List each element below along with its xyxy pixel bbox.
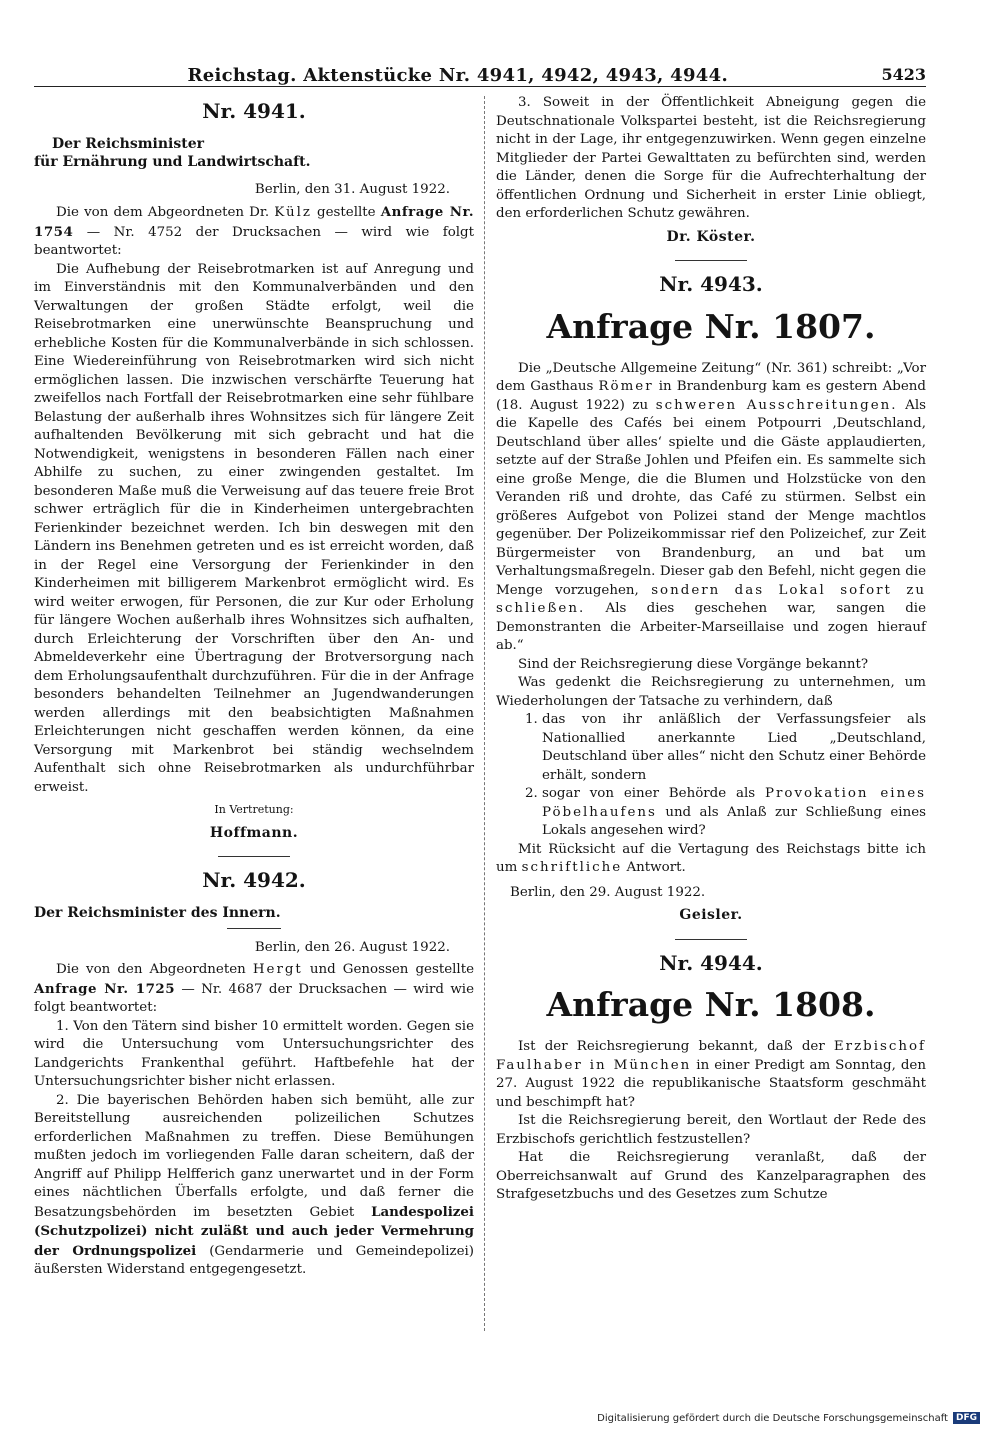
list-item [542, 785, 926, 841]
doc-4942-sender: Der Reichsminister des Innern. [34, 904, 281, 921]
text: (Gendarmerie und Gemeindepolizei) äußersten Widerstand entgegengesetzt. [34, 1243, 474, 1277]
doc-4943-request [496, 841, 926, 878]
doc-4944-question-1 [496, 1038, 926, 1112]
gasthaus-name: Römer [598, 379, 654, 394]
bold-text: Landespolizei (Schutzpolizei) nicht zuläßt und auch jeder Vermehrung der Ordnungspolizei [34, 1203, 474, 1259]
text: Mit Rücksicht auf die Vertagung des Reichstags bitte ich um [496, 841, 926, 875]
deputy-name: Külz [274, 205, 312, 220]
text: — Nr. 4687 der Drucksachen — wird wie folgt beantwortet: [34, 981, 474, 1015]
doc-4942-point-1: 1. Von den Tätern sind bisher 10 ermittelt worden. Gegen sie wird die Untersuchung vom Untersuchungsrichter des Landgerichts Frankenthal geführt. Haftbefehle hat der Untersuchungsrichter bisher nicht erlassen. [34, 1018, 474, 1089]
text: Als dies geschehen war, sangen die Demonstranten die Arbeiter-Marseillaise und zogen hierauf ab.“ [496, 601, 926, 653]
text: sogar von einer Behörde als [542, 786, 765, 801]
text: Ist der Reichsregierung bekannt, daß der [518, 1039, 834, 1054]
text: Als die Kapelle des Cafés bei einem Potpourri ‚Deutschland, Deutschland über alles‘ spielte und die Gäste applaudierten, setzte auf der Straße Johlen und Pfeifen ein. Es sammelte sich eine große Menge, die die Blumen und Holzstücke von den Veranden riß und drohte, das Café zu stürmen. Selbst ein größeres Aufgebot von Polizei stand der Menge machtlos gegenüber. Der Polizeikommissar rief den Polizeichef, zur Zeit Bürgermeister von Brandenburg, an und bat um Verhaltungsmaßregeln. Dieser gab den Befehl, nicht gegen die Menge vorzugehen, [496, 397, 926, 598]
doc-4942-signature: Dr. Köster. [666, 228, 756, 245]
section-divider [675, 260, 747, 261]
spaced-text: Provokation eines Pöbelhaufens [542, 786, 926, 820]
doc-4944-anfrage-title: Anfrage Nr. 1808. [546, 985, 876, 1024]
doc-4943-question-2: Was gedenkt die Reichsregierung zu unternehmen, um Wiederholungen der Tatsache zu verhindern, daß [496, 675, 926, 709]
doc-4942-point-2 [34, 1092, 474, 1280]
doc-4942-date: Berlin, den 26. August 1922. [254, 939, 450, 955]
spaced-text: schweren Ausschreitungen. [655, 397, 898, 413]
anfrage-ref: Anfrage Nr. 1725 [34, 980, 176, 997]
spaced-text: schriftliche [521, 860, 623, 875]
doc-4941-number: Nr. 4941. [202, 99, 306, 123]
text: — Nr. 4752 der Drucksachen — wird wie folgt beantwortet: [34, 224, 474, 258]
footer-text: Digitalisierung gefördert durch die Deutsche Forschungsgemeinschaft [597, 1412, 948, 1424]
text: Die von dem Abgeordneten Dr. [56, 205, 275, 220]
text: in einer Predigt am Sonntag, den 27. August 1922 die republikanische Staatsform geschmäht und beschimpft hat? [496, 1057, 926, 1110]
doc-4941-sig-label: In Vertretung: [214, 803, 294, 816]
text: gestellte [311, 205, 381, 220]
text: Antwort. [622, 860, 686, 875]
doc-4941-intro [34, 203, 474, 261]
doc-4944-question-3: Hat die Reichsregierung veranlaßt, daß der Oberreichsanwalt auf Grund des Kanzelparagraphen des Strafgesetzbuchs und des Gesetzes zum Schutze [496, 1150, 926, 1202]
left-column [34, 94, 474, 1280]
sender-divider [227, 928, 281, 929]
doc-4941-signature: Hoffmann. [209, 824, 299, 841]
doc-4943-date: Berlin, den 29. August 1922. [510, 884, 706, 900]
doc-4943-anfrage-title: Anfrage Nr. 1807. [546, 306, 876, 346]
doc-4941-sender-2: für Ernährung und Landwirtschaft. [34, 153, 311, 170]
text: und Genossen gestellte [302, 962, 475, 977]
doc-4944-question-2: Ist die Reichsregierung bereit, den Wortlaut der Rede des Erzbischofs gerichtlich festzustellen? [496, 1113, 926, 1147]
doc-4941-body: Die Aufhebung der Reisebrotmarken ist auf Anregung und im Einverständnis mit den Kommunalverbänden und den Verwaltungen der großen Städte erfolgt, weil die Reisebrotmarken eine unerwünschte Beanspruchung und erhebliche Kosten für die Kommunalverbände in sich schlossen. Eine Wiedereinführung von Reisebrotmarken wird sich nicht ermöglichen lassen. Die inzwischen verschärfte Teuerung hat zweifellos nach Fortfall der Reisebrotmarken eine sehr fühlbare Belastung der außerhalb ihres Wohnsitzes sich für längere Zeit aufhaltenden Bevölkerung mit sich gebracht und hat die Notwendigkeit, wenigstens in besonderen Fällen nach einer Abhilfe zu suchen, zu einer zwingenden gestaltet. Im besonderen Maße muß die Verweisung auf das teuere freie Brot schwer erträglich für die in Kinderheimen untergebrachten Ferienkinder bezeichnet werden. Ich bin deswegen mit den Ländern ins Benehmen getreten und es ist erreicht worden, daß in der Regel eine Versorgung der Ferienkinder in den Kinderheimen mit billigerem Markenbrot ermöglicht wird. Es wird weiter erwogen, für Personen, die zur Kur oder Erholung für längere Wochen außerhalb ihres Wohnsitzes sich aufhalten, durch Erleichterung der Vorschriften über den An- und Abmeldeverkehr eine Übertragung der Brotversorgung nach dem Erholungsaufenthalt durchzuführen. Für die in der Anfrage besonders behandelten Teilnehmer an Jugendwanderungen werden allerdings mit den beabsichtigten Maßnahmen Erleichterungen nicht geschaffen werden können, da eine Versorgung mit Markenbrot bei ständig wechselndem Aufenthalt sich ohne Reisebrotmarken als undurchführbar erweist. [34, 261, 474, 795]
page-number: 5423 [881, 65, 926, 84]
spaced-text: sondern das Lokal sofort zu schließen. [496, 582, 927, 616]
page-header [34, 58, 926, 87]
header-title: Reichstag. Aktenstücke Nr. 4941, 4942, 4943, 4944. [187, 65, 729, 86]
footer [597, 1412, 980, 1424]
anfrage-ref: Anfrage Nr. 1754 [34, 204, 475, 240]
deputy-name: Hergt [252, 962, 303, 977]
doc-4941-sender-1: Der Reichsminister [52, 135, 205, 152]
right-column [496, 94, 926, 1205]
doc-4942-number: Nr. 4942. [202, 868, 306, 892]
section-divider [218, 856, 290, 857]
doc-4943-number: Nr. 4943. [659, 272, 763, 296]
spaced-text: Erzbischof Faulhaber in München [496, 1039, 926, 1073]
column-divider [484, 96, 485, 1331]
doc-4943-quote [496, 360, 926, 656]
section-divider [675, 939, 747, 940]
doc-4943-list [496, 711, 926, 841]
doc-4941-date: Berlin, den 31. August 1922. [254, 181, 450, 197]
text: in Brandenburg kam es gestern Abend (18. August 1922) zu [496, 379, 926, 413]
doc-4942-intro [34, 961, 474, 1018]
doc-4943-signature: Geisler. [679, 907, 743, 923]
text: Die „Deutsche Allgemeine Zeitung“ (Nr. 361) schreibt: „Vor dem Gasthaus [496, 360, 926, 394]
dfg-logo: DFG [953, 1412, 980, 1424]
text: Die von den Abgeordneten [56, 962, 253, 977]
doc-4942-point-3: 3. Soweit in der Öffentlichkeit Abneigung gegen die Deutschnationale Volkspartei besteht, ist die Reichsregierung nicht in der Lage, ihr entgegenzuwirken. Wenn gegen einzelne Mitglieder der Partei Gewalttaten zu befürchten sind, werden die Länder, denen die Sorge für die Aufrechterhaltung der öffentlichen Ordnung und Sicherheit in erster Linie obliegt, den erforderlichen Schutz gewähren. [496, 95, 926, 221]
text: und als Anlaß zur Schließung eines Lokals angesehen wird? [542, 804, 926, 838]
list-item: 1. das von ihr anläßlich der Verfassungsfeier als Nationallied anerkannte Lied „Deutschland, Deutschland über alles“ nicht den Schutz einer Behörde erhält, sondern [542, 711, 926, 785]
doc-4944-number: Nr. 4944. [659, 950, 763, 975]
doc-4943-question-1: Sind der Reichsregierung diese Vorgänge bekannt? [518, 656, 868, 672]
text: 2. Die bayerischen Behörden haben sich bemüht, alle zur Bereitstellung ausreichenden polizeilichen Schutzes erforderlichen Maßnahmen zu treffen. Diese Bemühungen mußten jedoch im vorliegenden Falle daran scheitern, daß der Angriff auf Philipp Helfferich ganz unerwartet und in der Form eines nächtlichen Überfalls erfolgte, und daß ferner die Besatzungsbehörden im besetzten Gebiet [34, 1092, 474, 1220]
